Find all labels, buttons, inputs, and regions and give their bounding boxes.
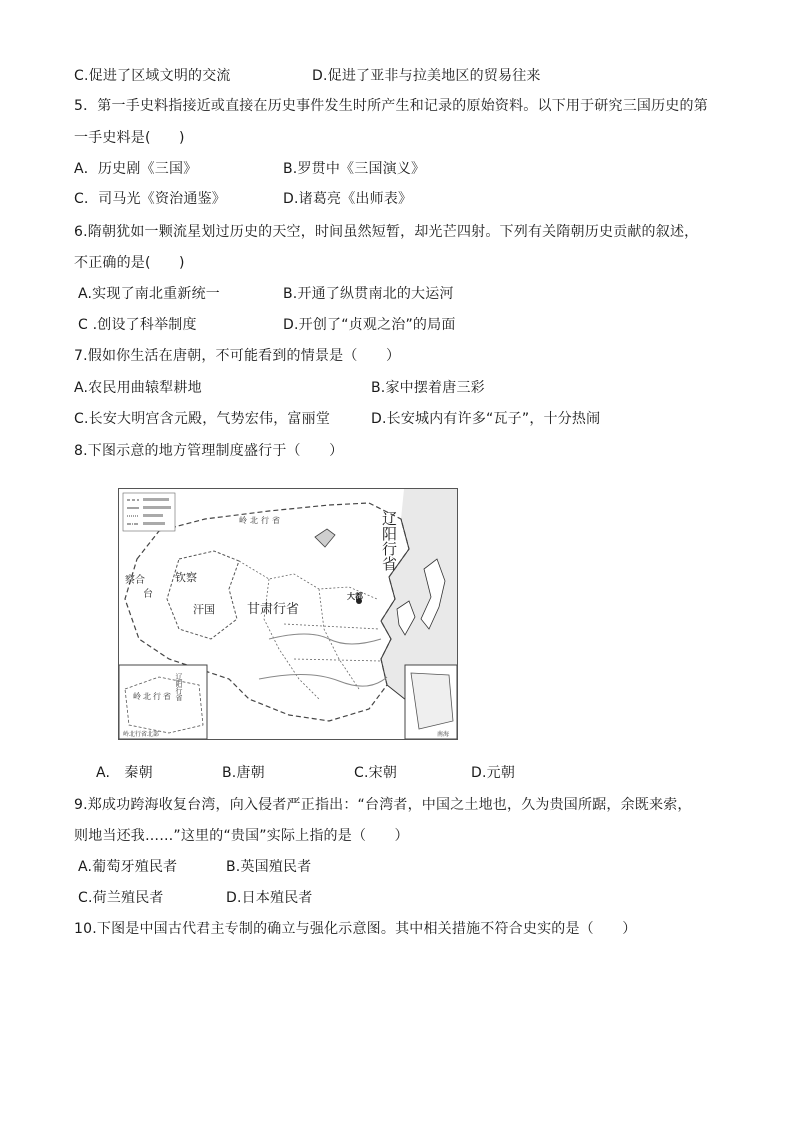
q6-option-d: D.开创了“贞观之治”的局面 [283,317,456,333]
q9-option-a: A.葡萄牙殖民者 [78,859,178,875]
q5-option-c: C．司马光《资治通鉴》 [74,191,226,207]
yuan-dynasty-map [118,488,458,740]
label-qincha: 钦察 [175,571,197,584]
label-lingbei: 岭北行省 [239,516,283,525]
q9-option-c: C.荷兰殖民者 [78,890,164,906]
q8-option-c: C.宋朝 [354,765,398,781]
q8-option-d: D.元朝 [471,765,516,781]
label-liaoyang: 辽阳行省 [380,511,398,571]
q8-option-b: B.唐朝 [222,765,265,781]
label-inset-liaoyang: 辽阳行省 [175,673,183,701]
label-nanhai: 南海 [437,731,450,738]
q7-option-d: D.长安城内有许多“瓦子”，十分热闹 [371,411,601,427]
q9-stem-line1: 9.郑成功跨海收复台湾，向入侵者严正指出：“台湾者，中国之土地也，久为贵国所踞，余既来索， [74,797,692,813]
q5-stem-line1: 5．第一手史料指接近或直接在历史事件发生时所产生和记录的原始资料。以下用于研究三国历史的第 [74,98,708,114]
q4-option-c: C.促进了区域文明的交流 [74,68,231,84]
q10-stem: 10.下图是中国古代君主专制的确立与强化示意图。其中相关措施不符合史实的是（ ） [74,921,637,937]
q4-option-d: D.促进了亚非与拉美地区的贸易往来 [312,68,541,84]
q8-stem: 8.下图示意的地方管理制度盛行于（ ） [74,443,344,459]
q9-stem-line2: 则地当还我……”这里的“贵国”实际上指的是（ ） [74,828,409,844]
q5-option-d: D.诸葛亮《出师表》 [283,191,413,207]
label-dadu: 大都 [347,592,363,601]
q5-stem-line2: 一手史料是( ) [74,130,185,146]
q7-option-a: A.农民用曲辕犁耕地 [74,380,202,396]
q7-stem: 7.假如你生活在唐朝，不可能看到的情景是（ ） [74,348,401,364]
q6-stem-line2: 不正确的是( ) [74,255,185,271]
label-khanate: 汗国 [193,603,215,616]
q6-option-a: A.实现了南北重新统一 [78,286,220,302]
q7-option-b: B.家中摆着唐三彩 [371,380,485,396]
q6-option-b: B.开通了纵贯南北的大运河 [283,286,454,302]
label-gansu: 甘肃行省 [247,602,300,617]
q8-option-a: A. 秦朝 [96,765,153,781]
q7-option-c: C.长安大明宫含元殿，气势宏伟，富丽堂 [74,411,331,427]
q6-stem-line1: 6.隋朝犹如一颗流星划过历史的天空，时间虽然短暂，却光芒四射。下列有关隋朝历史贡献的叙述， [74,224,699,240]
label-chahetai-2: 台 [143,589,153,600]
q9-option-d: D.日本殖民者 [226,890,313,906]
q6-option-c: C .创设了科举制度 [78,317,197,333]
map-graphic [119,489,457,739]
label-chahetai: 察合 [125,575,145,586]
q5-option-a: A．历史剧《三国》 [74,161,198,177]
label-inset-caption: 岭北行省北部 [123,731,160,738]
label-inset-lingbei: 岭北行省 [133,692,173,701]
q5-option-b: B.罗贯中《三国演义》 [283,161,426,177]
q9-option-b: B.英国殖民者 [226,859,312,875]
